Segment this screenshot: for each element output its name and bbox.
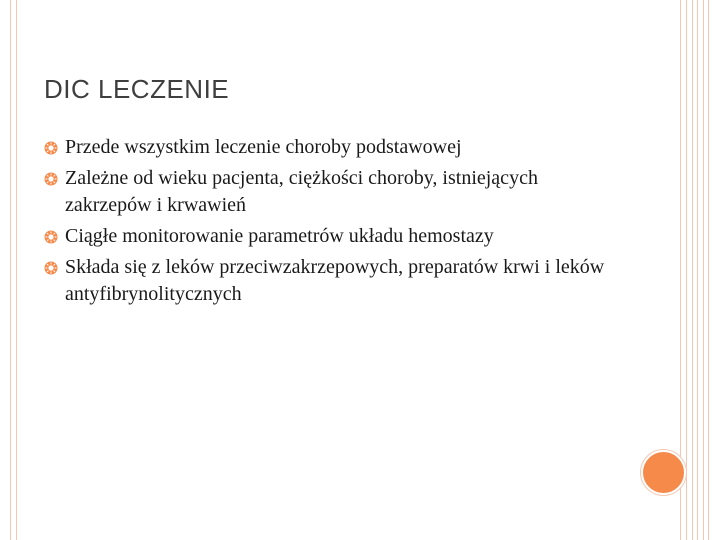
sun-icon [44,141,58,155]
bullet-item [44,254,624,308]
bullet-item [44,223,624,250]
bullet-item [44,134,624,161]
slide-title: DIC LECZENIE [44,74,230,104]
sun-icon [44,172,58,186]
sun-icon [44,261,58,275]
bullet-list [44,134,624,312]
bullet-text: Zależne od wieku pacjenta, ciężkości choroby, istniejących zakrzepów i krwawień [65,167,538,216]
sun-icon [44,230,58,244]
decorative-side-band-inner [697,0,704,540]
bullet-text: Przede wszystkim leczenie choroby podstawowej [65,136,462,158]
bullet-text: Składa się z leków przeciwzakrzepowych, preparatów krwi i leków antyfibrynolitycznych [65,256,605,305]
bullet-text: Ciągłe monitorowanie parametrów układu hemostazy [65,225,494,247]
bullet-item [44,165,624,219]
decorative-circle [641,450,686,495]
